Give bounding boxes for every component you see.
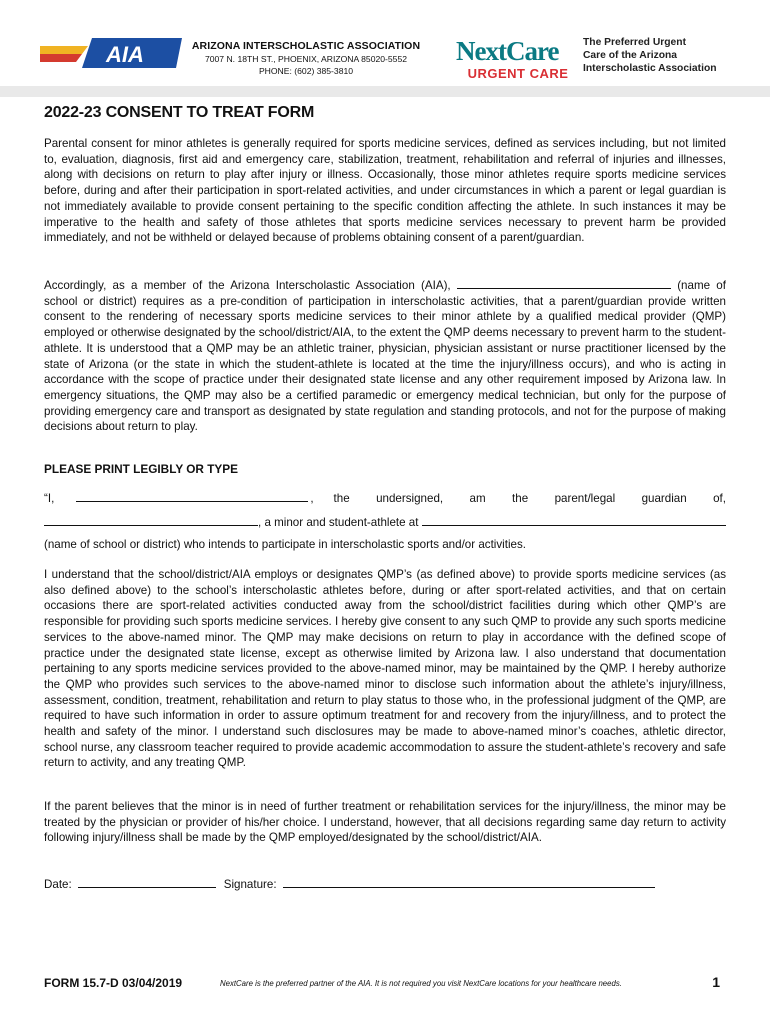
tagline-line-2: Care of the Arizona [583, 50, 678, 61]
paragraph-accordingly [44, 277, 726, 435]
signature-label: Signature: [223, 878, 277, 891]
form-footer [44, 976, 726, 996]
paragraph-understand: I understand that the school/district/AIA employs or designates QMP’s (as defined above) to provide sports medicine services (as also defined above) to the school’s interscholastic athletes before, during or after sport-related activities, and that on certain occasions there are sport-related activities conducted away from the school/district facilities during which other QMP’s are responsible for providing such sports medicine services. I hereby give consent to any such QMP to provide any such sports medicine services to the above-named minor. The QMP may make decisions on return to play in accordance with the defined scope of practice under the designated state license, except as otherwise limited by Arizona law. I also understand that documentation pertaining to any sports medicine services provided to the above-named minor, may be maintained by the QMP. I hereby authorize the QMP who provides such services to the above-named minor to disclose such information about the athlete’s injury/illness, assessment, condition, treatment, rehabilitation and return to play status to those who, in the professional judgment of the QMP, are required to have such information in order to assure optimum treatment for and recovery from the injury/illness, and to protect the health and safety of the minor. I understand such disclosures may be made to above-named minor’s coaches, athletic director, school nurse, any classroom teacher required to provide academic accommodation to assure the student-athlete’s recovery and safe return to activity, and any treating QMP. [44, 568, 726, 770]
consent-line-1-word: of, [713, 492, 726, 505]
form-header [0, 0, 770, 100]
consent-line-1-word: parent/legal [554, 492, 616, 505]
consent-open-quote: “I, [44, 492, 55, 505]
paragraph-parental-consent: Parental consent for minor athletes is generally required for sports medicine services, defined as services including, but not limited to, evaluation, diagnosis, first aid and emergency care, stabilization, treatment, rehabilitation and referral of injuries and illnesses, along with decisions on return to play after injury or illness. Occasionally, those minor athletes require sports medicine services before, during and after their participation in sport-related activities, and under circumstances in which a parent or legal guardian is not immediately available to provide consent pertaining to the specific condition affecting the athlete. In such instances it may be imperative to the health and safety of those athletes that sports medicine services necessary to prevent harm be provided immediately, and not be withheld or delayed because of problems obtaining consent of a parent/guardian. [44, 137, 726, 245]
paragraph-accordingly-start: Accordingly, as a member of the Arizona Interscholastic Association (AIA), [44, 279, 451, 292]
paragraph-parent-believes: If the parent believes that the minor is in need of further treatment or rehabilitation services for the injury/illness, the minor may be treated by the physician or provider of his/her choice. I understand, however, that all decisions regarding same day return to activity following injury/illness shall be made by the QMP employed/designated by the school/district/AIA. [44, 800, 726, 845]
aia-logo-text: AIA [106, 42, 144, 67]
date-signature-row [44, 876, 726, 893]
partner-tagline [583, 36, 733, 75]
form-id: FORM 15.7-D 03/04/2019 [44, 976, 183, 990]
aia-logo [40, 38, 182, 68]
consent-line-3: (name of school or district) who intends to participate in interscholastic sports and/or activities. [44, 538, 527, 551]
consent-line-1-word: the [333, 492, 350, 505]
header-divider-bar [0, 86, 770, 97]
school-field[interactable] [422, 514, 726, 526]
nextcare-logo [456, 36, 580, 80]
date-field[interactable] [78, 876, 216, 888]
date-label: Date: [44, 878, 72, 891]
consent-line-1: “I, , the undersigned, am the parent/legal guardian of, [44, 492, 726, 505]
consent-line-1-word: guardian [641, 492, 687, 505]
print-legibly-heading: PLEASE PRINT LEGIBLY OR TYPE [44, 462, 239, 476]
parent-name-field[interactable] [76, 490, 308, 502]
aia-contact-block [186, 40, 426, 76]
consent-line-1-word: the [512, 492, 529, 505]
consent-line-1-word: undersigned, [376, 492, 444, 505]
footer-note: NextCare is the preferred partner of the AIA. It is not required you visit NextCare locations for your healthcare needs. [220, 979, 622, 988]
minor-name-field[interactable] [44, 514, 258, 526]
form-title: 2022-23 CONSENT TO TREAT FORM [44, 104, 315, 121]
consent-line-1-word: am [469, 492, 486, 505]
minor-student-athlete-text: , a minor and student-athlete at [258, 516, 419, 529]
tagline-line-3: Interscholastic Association [583, 63, 717, 74]
consent-line-1-words [334, 491, 726, 507]
nextcare-name: NextCare [456, 36, 559, 66]
consent-line-2 [44, 514, 726, 531]
paragraph-accordingly-rest: (name of school or district) requires as a pre-condition of participation in interscholastic activities, that a parent/guardian provide written consent to the rendering of necessary sports medicine services to their minor athlete by a qualified medical provider (QMP) employed or otherwise designated by the school/district/AIA, to the extent the QMP deems necessary to prevent harm to the student-athlete. It is understood that a QMP may be an athletic trainer, physician, physician assistant or nurse practitioner licensed by the state of Arizona (or the state in which the student-athlete is located at the time the injury/illness occurs), and who is acting in accordance with the scope of practice under their designated state license and any other requirement imposed by Arizona law. In emergency situations, the QMP may also be a certified paramedic or emergency medical technician, but only for the purpose of providing emergency care and transport as designated by state regulation and standing protocols, and not for the purpose of making decisions about return to play. [44, 279, 726, 434]
page-number: 1 [712, 974, 720, 990]
school-name-field[interactable] [457, 277, 671, 289]
signature-field[interactable] [283, 876, 655, 888]
aia-phone: PHONE: (602) 385-3810 [258, 66, 354, 76]
aia-address: 7007 N. 18TH ST., PHOENIX, ARIZONA 85020-5552 [204, 54, 408, 64]
nextcare-subtitle: URGENT CARE [467, 66, 569, 81]
aia-title: ARIZONA INTERSCHOLASTIC ASSOCIATION [191, 40, 421, 52]
tagline-line-1: The Preferred Urgent [583, 37, 686, 48]
